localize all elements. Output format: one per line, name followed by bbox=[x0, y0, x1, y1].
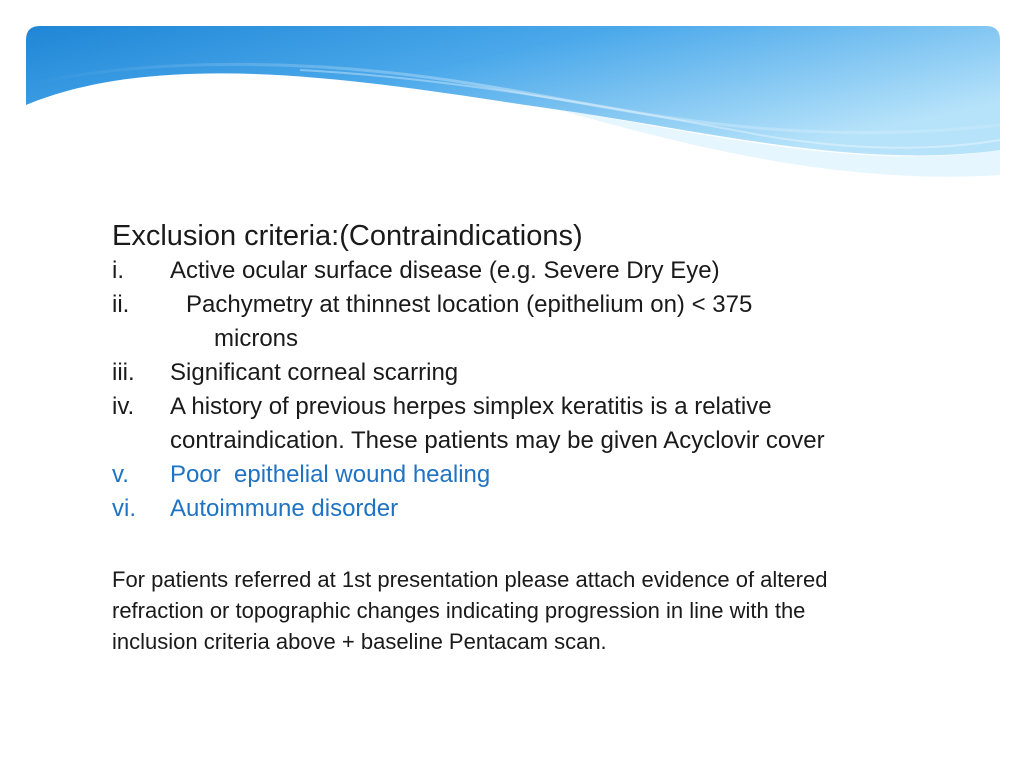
list-text-wrapper bbox=[186, 288, 912, 356]
list-item bbox=[112, 288, 912, 356]
slide-content bbox=[112, 218, 912, 657]
exclusion-criteria-heading: Exclusion criteria:(Contraindications) bbox=[112, 220, 583, 252]
list-number: v. bbox=[112, 461, 129, 488]
list-text: Poor epithelial wound healing bbox=[170, 461, 491, 488]
list-number: vi. bbox=[112, 495, 136, 522]
list-text: Pachymetry at thinnest location (epithelium on) < 375 bbox=[186, 291, 753, 318]
list-item bbox=[112, 492, 912, 526]
criteria-list bbox=[112, 254, 912, 526]
referral-note: For patients referred at 1st presentation please attach evidence of altered refraction or topographic changes indicating progression in line with the inclusion criteria above + baseline Pentacam scan. bbox=[112, 567, 828, 654]
header-banner bbox=[0, 0, 1024, 190]
list-text-continued: microns bbox=[214, 325, 299, 352]
list-item bbox=[112, 254, 912, 288]
list-text: Significant corneal scarring bbox=[170, 359, 459, 386]
list-item bbox=[112, 356, 912, 390]
list-number: iv. bbox=[112, 393, 135, 420]
list-number: iii. bbox=[112, 359, 135, 386]
list-text: Active ocular surface disease (e.g. Severe Dry Eye) bbox=[170, 257, 720, 284]
list-text: A history of previous herpes simplex keratitis is a relative contraindication. These patients may be given Acyclovir cover bbox=[170, 393, 825, 454]
list-number: i. bbox=[112, 257, 124, 284]
list-text: Autoimmune disorder bbox=[170, 495, 399, 522]
list-item bbox=[112, 458, 912, 492]
list-item bbox=[112, 390, 912, 458]
list-number: ii. bbox=[112, 291, 130, 318]
